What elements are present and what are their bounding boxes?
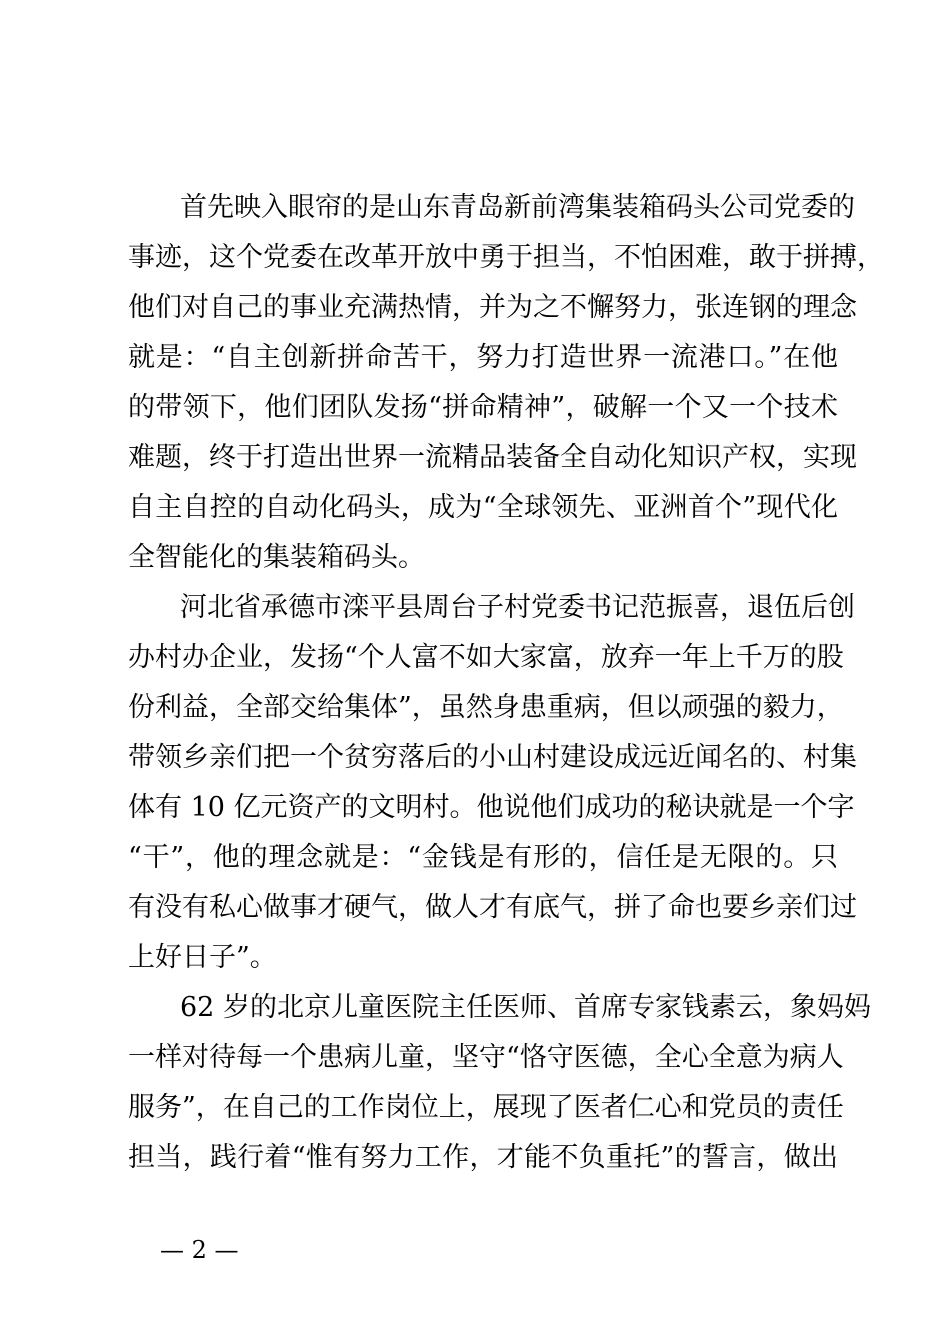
text-line: 带领乡亲们把一个贫穷落后的小山村建设成远近闻名的、村集 [128,742,857,773]
text-line: 全智能化的集装箱码头。 [128,542,425,573]
body-text [128,183,884,1183]
paragraph-3 [128,983,871,1183]
page-number: — 2 — [160,1236,239,1264]
text-line: 的带领下，他们团队发扬“拼命精神”，破解一个又一个技术 [128,392,838,423]
text-line: 首先映入眼帘的是山东青岛新前湾集装箱码头公司党委的 [180,192,855,223]
text-line: 有没有私心做事才硬气，做人才有底气，拼了命也要乡亲们过 [128,892,857,923]
text-line: 上好日子”。 [128,942,277,973]
text-line: 自主自控的自动化码头，成为“全球领先、亚洲首个”现代化 [128,492,838,523]
paragraph-1 [128,183,884,583]
text-line: 份利益，全部交给集体”，虽然身患重病，但以顽强的毅力， [128,692,844,723]
text-line: 服务”，在自己的工作岗位上，展现了医者仁心和党员的责任 [128,1092,844,1123]
text-line: 一样对待每一个患病儿童，坚守“恪守医德，全心全意为病人 [128,1042,844,1073]
paragraph-2 [128,583,857,983]
text-line: 就是：“自主创新拼命苦干，努力打造世界一流港口。”在他 [128,342,838,373]
text-line: 事迹，这个党委在改革开放中勇于担当，不怕困难，敢于拼搏， [128,242,884,273]
text-line: 他们对自己的事业充满热情，并为之不懈努力，张连钢的理念 [128,292,857,323]
text-line: 难题，终于打造出世界一流精品装备全自动化知识产权，实现 [128,442,857,473]
text-line: 河北省承德市滦平县周台子村党委书记范振喜，退伍后创 [180,592,855,623]
text-line: 办村办企业，发扬“个人富不如大家富，放弃一年上千万的股 [128,642,844,673]
text-line: 体有 10 亿元资产的文明村。他说他们成功的秘诀就是一个字 [128,792,855,823]
text-line: 担当，践行着“惟有努力工作，才能不负重托”的誓言，做出 [128,1142,838,1173]
text-line: 62 岁的北京儿童医院主任医师、首席专家钱素云，象妈妈 [180,992,871,1023]
text-line: “干”，他的理念就是：“金钱是有形的，信任是无限的。只 [128,842,838,873]
